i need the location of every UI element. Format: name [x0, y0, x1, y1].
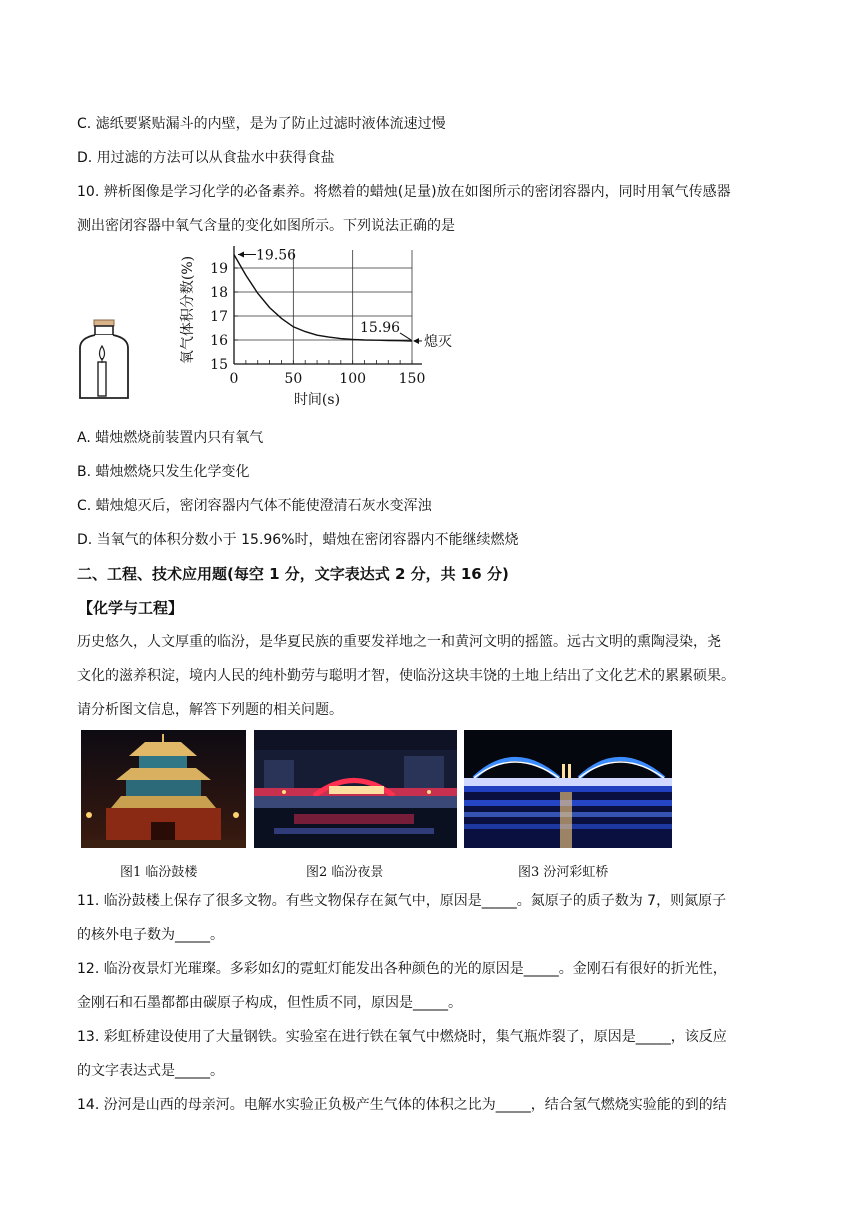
end-value-label: 15.96	[360, 319, 401, 336]
q9-option-c: C. 滤纸要紧贴漏斗的内壁，是为了防止过滤时液体流速过慢	[77, 116, 446, 132]
q11-line2: 的核外电子数为_____。	[77, 927, 224, 943]
extinguish-label: 熄灭	[424, 333, 452, 350]
q14-line1: 14. 汾河是山西的母亲河。电解水实验正负极产生气体的体积之比为_____，结合氢气燃烧实验能的到的结	[77, 1097, 727, 1113]
candle-jar-illustration	[76, 318, 132, 402]
q10-option-a: A. 蜡烛燃烧前装置内只有氧气	[77, 430, 264, 446]
x-tick-label: 50	[284, 371, 303, 387]
intro-line2: 文化的滋养积淀，境内人民的纯朴勤劳与聪明才智，使临汾这块丰饶的土地上结出了文化艺术的累累硕果。	[77, 668, 735, 684]
q10-option-d: D. 当氧气的体积分数小于 15.96%时，蜡烛在密闭容器内不能继续燃烧	[77, 532, 519, 548]
q10-stem-line2: 测出密闭容器中氧气含量的变化如图所示。下列说法正确的是	[77, 218, 455, 234]
extinguish-arrowhead	[413, 338, 419, 344]
start-value-label: 19.56	[256, 247, 297, 264]
q12-line2: 金刚石和石墨都都由碳原子构成，但性质不同，原因是_____。	[77, 995, 462, 1011]
x-axis-label: 时间(s)	[293, 392, 341, 408]
y-tick-label: 15	[210, 357, 228, 373]
intro-line3: 请分析图文信息，解答下列题的相关问题。	[77, 702, 343, 718]
caption-figure-1: 图1 临汾鼓楼	[120, 865, 198, 880]
x-tick-label: 0	[229, 371, 239, 387]
q13-line2: 的文字表达式是_____。	[77, 1063, 224, 1079]
start-arrowhead	[238, 252, 244, 258]
q10-stem-line1: 10. 辨析图像是学习化学的必备素养。将燃着的蜡烛(足量)放在如图所示的密闭容器内，同时用氧气传感器	[77, 184, 731, 200]
y-axis-label: 氧气体积分数(%)	[180, 255, 196, 365]
q11-line1: 11. 临汾鼓楼上保存了很多文物。有些文物保存在氮气中，原因是_____。氮原子的质子数为 7，则氮原子	[77, 893, 727, 909]
q10-option-c: C. 蜡烛熄灭后，密闭容器内气体不能使澄清石灰水变浑浊	[77, 498, 432, 514]
rainbow-bridge-photo	[464, 730, 672, 848]
y-tick-label: 19	[210, 261, 228, 277]
y-tick-label: 16	[210, 333, 228, 349]
caption-figure-2: 图2 临汾夜景	[306, 865, 384, 880]
q9-option-d: D. 用过滤的方法可以从食盐水中获得食盐	[77, 150, 335, 166]
q13-line1: 13. 彩虹桥建设使用了大量钢铁。实验室在进行铁在氧气中燃烧时，集气瓶炸裂了，原因是_____，该反应	[77, 1029, 727, 1045]
linfen-night-view-photo	[254, 730, 457, 848]
x-tick-label: 150	[398, 371, 426, 387]
section2-heading: 二、工程、技术应用题(每空 1 分，文字表达式 2 分，共 16 分)	[77, 565, 509, 583]
x-tick-label: 100	[339, 371, 367, 387]
caption-figure-3: 图3 汾河彩虹桥	[518, 865, 609, 880]
q12-line1: 12. 临汾夜景灯光璀璨。多彩如幻的霓虹灯能发出各种颜色的光的原因是_____。金刚石有很好的折光性，	[77, 961, 727, 977]
oxygen-fraction-chart	[172, 240, 472, 418]
section2-subheading: 【化学与工程】	[78, 599, 184, 617]
end-value-arrow	[400, 333, 411, 340]
intro-line1: 历史悠久，人文厚重的临汾，是华夏民族的重要发祥地之一和黄河文明的摇篮。远古文明的熏陶浸染，尧	[77, 634, 721, 650]
drum-tower-photo	[81, 730, 246, 848]
y-tick-label: 18	[210, 285, 228, 301]
y-tick-label: 17	[210, 309, 228, 325]
q10-option-b: B. 蜡烛燃烧只发生化学变化	[77, 464, 250, 480]
